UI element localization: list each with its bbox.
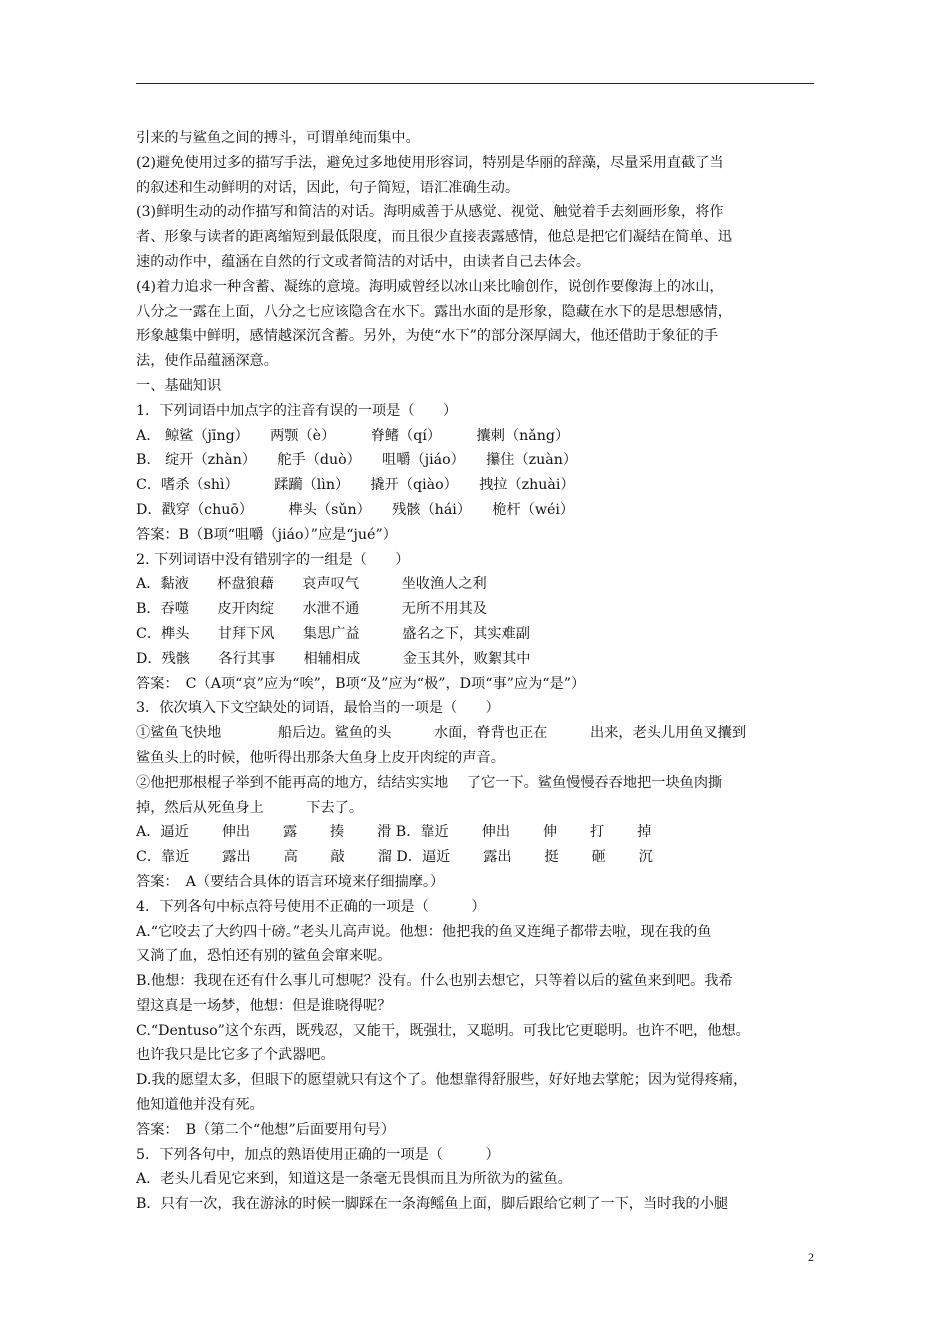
text-line: D．残骸 各行其事 相辅相成 金玉其外，败絮其中 [136, 650, 531, 667]
text-line: 一、基础知识 [136, 377, 222, 394]
text-line: C.“Dentuso”这个东西，既残忍，又能干，既强壮，又聪明。可我比它更聪明。也许不吧，他想。 [136, 1022, 750, 1039]
text-line: C．靠近 露出 高 敲 溜 D．逼近 露出 挺 砸 沉 [136, 849, 653, 866]
text-line: ②他把那根棍子举到不能再高的地方，结结实实地 了它一下。鲨鱼慢慢吞吞地把一块鱼肉撕 [136, 774, 723, 791]
text-line: B.他想：我现在还有什么事儿可想呢？没有。什么也别去想它，只等着以后的鲨鱼来到吧。我希 [136, 973, 733, 990]
text-line: C．嗜杀（shì） 蹂躏（lìn） 撬开（qiào） 拽拉（zhuài） [136, 477, 575, 494]
text-line: 八分之一露在上面，八分之七应该隐含在水下。露出水面的是形象，隐藏在水下的是思想感情， [136, 303, 732, 320]
text-line: (4)着力追求一种含蓄、凝练的意境。海明威曾经以冰山来比喻创作，说创作要像海上的冰山， [136, 278, 724, 295]
text-line: 答案： A（要结合具体的语言环境来仔细揣摩。） [136, 873, 445, 890]
text-line: A．老头儿看见它来到，知道这是一条毫无畏惧而且为所欲为的鲨鱼。 [136, 1171, 572, 1188]
text-line: 者、形象与读者的距离缩短到最低限度，而且很少直接表露感情，他总是把它们凝结在简单、迅 [136, 229, 732, 246]
page-number: 2 [808, 1250, 814, 1264]
text-line: 形象越集中鲜明，感情越深沉含蓄。另外，为使“水下”的部分深厚阔大，他还借助于象征的手 [136, 328, 719, 345]
header-rule [136, 83, 814, 84]
text-line: A.“它咬去了大约四十磅。”老头儿高声说。他想：他把我的鱼叉连绳子都带去啦，现在我的鱼 [136, 923, 712, 940]
text-line: 望这真是一场梦，他想：但是谁晓得呢？ [136, 997, 392, 1014]
text-line: ①鲨鱼飞快地 船后边。鲨鱼的头 水面，脊背也正在 出来，老头儿用鱼叉攮到 [136, 725, 747, 742]
text-line: 速的动作中，蕴涵在自然的行文或者简洁的对话中，由读者自己去体会。 [136, 253, 591, 270]
text-line: 答案： C（A项“哀”应为“唉”，B项“及”应为“极”，D项“事”应为“是”） [136, 675, 586, 692]
text-line: (2)避免使用过多的描写手法，避免过多地使用形容词，特别是华丽的辞藻，尽量采用直截了当 [136, 154, 724, 171]
text-line: D．戳穿（chuō） 榫头（sǔn） 残骸（hái） 桅杆（wéi） [136, 501, 575, 518]
text-line: A．逼近 伸出 露 揍 滑 B．靠近 伸出 伸 打 掉 [136, 824, 652, 841]
text-line: 5．下列各句中，加点的熟语使用正确的一项是（ ） [136, 1146, 500, 1163]
text-line: B．只有一次，我在游泳的时候一脚踩在一条海鳐鱼上面，脚后跟给它刺了一下，当时我的小腿 [136, 1196, 729, 1213]
text-line: 答案：B（B项“咀嚼（jiáo）”应是“jué”） [136, 526, 397, 543]
text-line: C．榫头 甘拜下风 集思广益 盛名之下，其实难副 [136, 625, 530, 642]
text-line: (3)鲜明生动的动作描写和简洁的对话。海明威善于从感觉、视觉、触觉着手去刻画形象，将作 [136, 204, 724, 221]
text-line: 法，使作品蕴涵深意。 [136, 353, 278, 370]
text-line: 3．依次填入下文空缺处的词语，最恰当的一项是（ ） [136, 700, 500, 717]
text-line: 他知道他并没有死。 [136, 1097, 264, 1114]
text-line: 又淌了血，恐怕还有别的鲨鱼会窜来呢。 [136, 948, 392, 965]
text-line: 掉，然后从死鱼身上 下去了。 [136, 799, 364, 816]
text-line: B．吞噬 皮开肉绽 水泄不通 无所不用其及 [136, 601, 487, 618]
document-body [136, 126, 816, 1217]
text-line: A. 鲸鲨（jīng） 两颚（è） 脊鳍（qí） 攮刺（nǎng） [136, 427, 570, 444]
text-line: 鲨鱼头上的时候，他听得出那条大鱼身上皮开肉绽的声音。 [136, 749, 505, 766]
text-line: 也许我只是比它多了个武器吧。 [136, 1047, 335, 1064]
text-line: 引来的与鲨鱼之间的搏斗，可谓单纯而集中。 [136, 130, 420, 146]
text-line: 的叙述和生动鲜明的对话，因此，句子简短，语汇准确生动。 [136, 179, 520, 196]
text-line: 答案： B（第二个“他想”后面要用句号） [136, 1121, 396, 1138]
text-line: B. 绽开（zhàn） 舵手（duò） 咀嚼（jiáo） 攥住（zuàn） [136, 452, 578, 469]
text-line: 1．下列词语中加点字的注音有误的一项是（ ） [136, 402, 458, 419]
text-line: 2. 下列词语中没有错别字的一组是（ ） [136, 551, 410, 568]
text-line: 4．下列各句中标点符号使用不正确的一项是（ ） [136, 898, 486, 915]
text-line: D.我的愿望太多，但眼下的愿望就只有这个了。他想靠得舒服些，好好地去掌舵；因为觉得疼痛， [136, 1072, 748, 1089]
text-line: A．黏液 杯盘狼藉 哀声叹气 坐收渔人之利 [136, 576, 487, 593]
